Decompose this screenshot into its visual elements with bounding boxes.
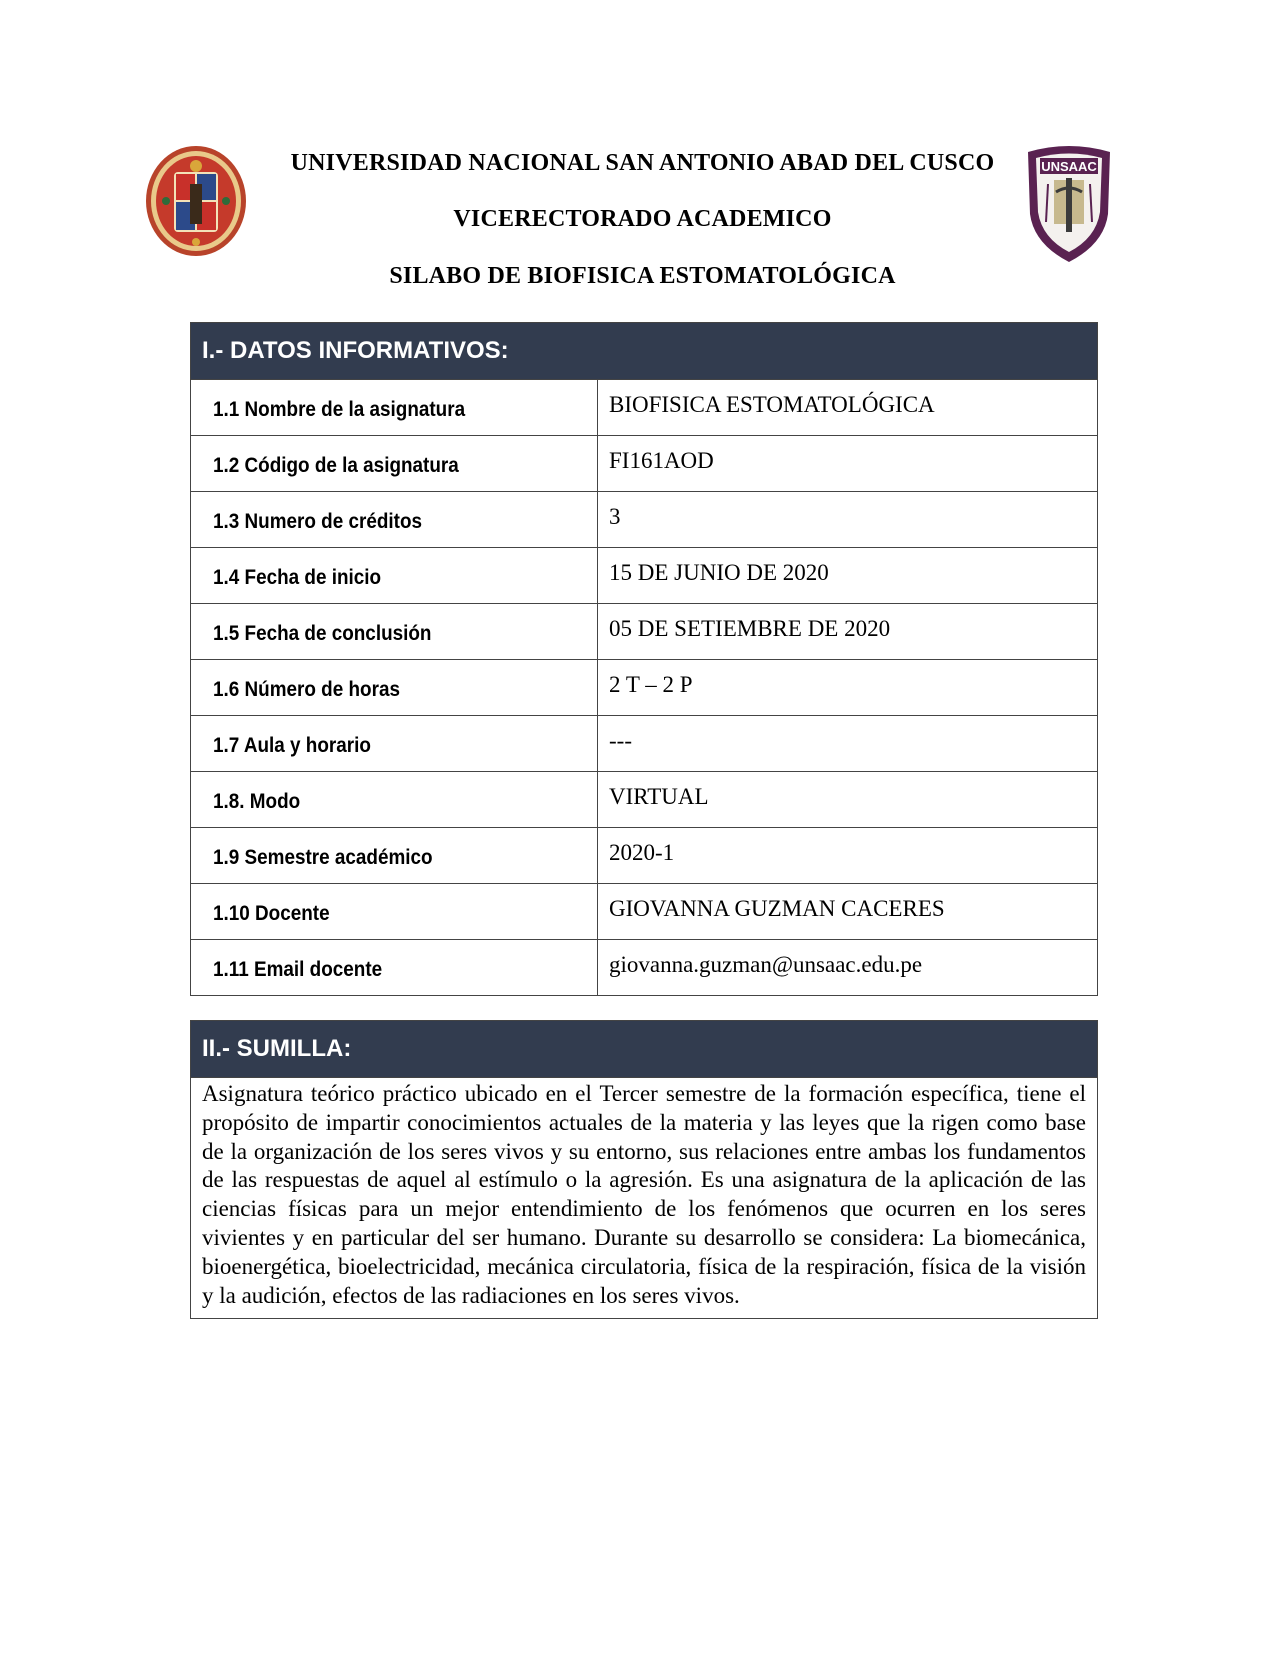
table-row <box>191 603 1097 659</box>
row-label-cell <box>191 380 598 435</box>
datos-informativos-section <box>190 322 1098 996</box>
sumilla-heading: II.- SUMILLA: <box>191 1021 1097 1077</box>
row-value: GIOVANNA GUZMAN CACERES <box>609 896 945 921</box>
row-value: VIRTUAL <box>609 784 709 809</box>
table-row <box>191 939 1097 995</box>
row-value: 15 DE JUNIO DE 2020 <box>609 560 829 585</box>
row-value: FI161AOD <box>609 448 714 473</box>
table-row <box>191 659 1097 715</box>
row-value: giovanna.guzman@unsaac.edu.pe <box>609 952 923 977</box>
table-row <box>191 491 1097 547</box>
document-header <box>140 140 1120 300</box>
row-label-cell <box>191 716 598 771</box>
table-row <box>191 827 1097 883</box>
university-coat-of-arms-icon <box>144 144 248 258</box>
table-row <box>191 435 1097 491</box>
row-label-cell <box>191 828 598 883</box>
row-label: 1.10 Docente <box>213 902 330 925</box>
row-label: 1.7 Aula y horario <box>213 734 371 757</box>
sumilla-section <box>190 1020 1098 1319</box>
row-value: BIOFISICA ESTOMATOLÓGICA <box>609 392 935 417</box>
row-label-cell <box>191 660 598 715</box>
table-row <box>191 547 1097 603</box>
row-label: 1.8. Modo <box>213 790 301 813</box>
office-name: VICERECTORADO ACADEMICO <box>453 206 832 232</box>
sumilla-text: Asignatura teórico práctico ubicado en el Tercer semestre de la formación específica, tiene el propósito de impartir conocimientos actuales de la materia y las leyes que la rigen como base de la organización de los seres vivos y su entorno, sus relaciones entre ambas los fundamentos de las respuestas de aquel al estímulo o la agresión. Es una asignatura de la aplicación de las ciencias físicas para un mejor entendimiento de los fenómenos que ocurren en los seres vivientes y en particular del ser humano. Durante su desarrollo se considera: La biomecánica, bioenergética, bioelectricidad, mecánica circulatoria, física de la respiración, física de la visión y la audición, efectos de las radiaciones en los seres vivos. <box>191 1077 1097 1318</box>
row-value: 05 DE SETIEMBRE DE 2020 <box>609 616 891 641</box>
row-value: 2020-1 <box>609 840 675 865</box>
row-label-cell <box>191 940 598 995</box>
shield-text: UNSAAC <box>1041 159 1097 174</box>
datos-informativos-heading: I.- DATOS INFORMATIVOS: <box>191 323 1097 379</box>
row-label: 1.3 Numero de créditos <box>213 510 423 533</box>
row-value: --- <box>609 728 632 753</box>
table-row <box>191 883 1097 939</box>
syllabus-title: SILABO DE BIOFISICA ESTOMATOLÓGICA <box>389 263 896 289</box>
row-label-cell <box>191 604 598 659</box>
row-label: 1.2 Código de la asignatura <box>213 454 459 477</box>
table-row <box>191 715 1097 771</box>
unsaac-odontology-shield-icon <box>1024 144 1114 264</box>
row-value: 2 T – 2 P <box>609 672 693 697</box>
table-row <box>191 771 1097 827</box>
university-name: UNIVERSIDAD NACIONAL SAN ANTONIO ABAD DEL CUSCO <box>290 150 995 176</box>
row-label-cell <box>191 772 598 827</box>
row-label-cell <box>191 436 598 491</box>
datos-informativos-table <box>191 379 1097 995</box>
row-value: 3 <box>609 504 621 529</box>
row-label: 1.4 Fecha de inicio <box>213 566 382 589</box>
row-label: 1.5 Fecha de conclusión <box>213 622 432 645</box>
row-label-cell <box>191 884 598 939</box>
row-label: 1.6 Número de horas <box>213 678 400 701</box>
row-label: 1.11 Email docente <box>213 958 383 981</box>
row-label-cell <box>191 548 598 603</box>
table-row <box>191 379 1097 435</box>
row-label: 1.9 Semestre académico <box>213 846 433 869</box>
row-label: 1.1 Nombre de la asignatura <box>213 398 466 421</box>
row-label-cell <box>191 492 598 547</box>
